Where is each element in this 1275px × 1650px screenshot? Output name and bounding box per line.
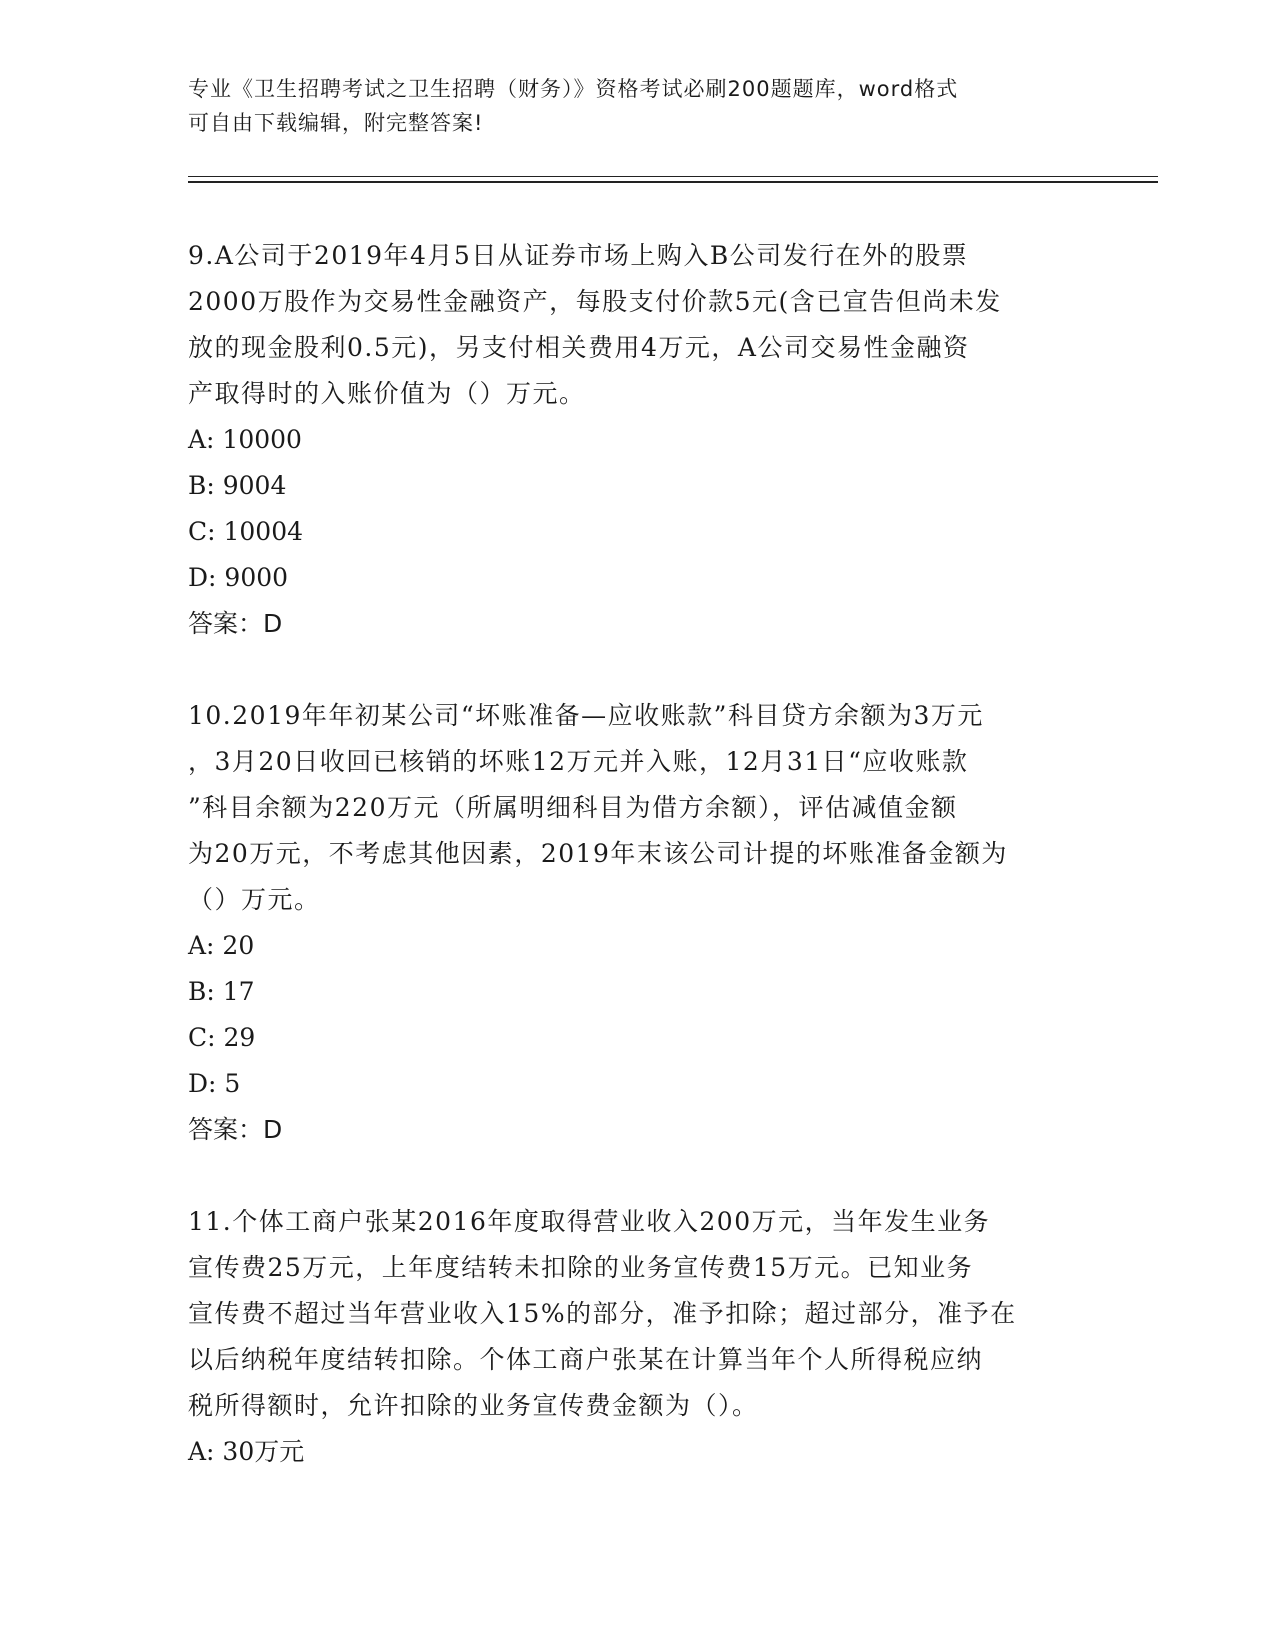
option-b: B: 17 — [188, 977, 255, 1006]
option-b: B: 9004 — [188, 471, 287, 500]
header-divider-thin — [188, 176, 1158, 177]
option-c: C: 29 — [188, 1023, 256, 1052]
question-text-line: 10.2019年年初某公司“坏账准备—应收账款”科目贷方余额为3万元 — [188, 701, 984, 730]
question-11 — [188, 1199, 1088, 1475]
question-text-line: 税所得额时，允许扣除的业务宣传费金额为（）。 — [188, 1391, 759, 1420]
question-9 — [188, 233, 1088, 647]
question-text-line: （）万元。 — [188, 885, 321, 914]
answer-label: 答案：D — [188, 609, 283, 638]
question-text-line: 以后纳税年度结转扣除。个体工商户张某在计算当年个人所得税应纳 — [188, 1345, 984, 1374]
question-text-line: 产取得时的入账价值为（）万元。 — [188, 379, 586, 408]
question-10 — [188, 693, 1088, 1153]
question-text-line: ，3月20日收回已核销的坏账12万元并入账，12月31日“应收账款 — [188, 747, 969, 776]
question-text-line: 为20万元，不考虑其他因素，2019年末该公司计提的坏账准备金额为 — [188, 839, 1008, 868]
question-text-line: 11.个体工商户张某2016年度取得营业收入200万元，当年发生业务 — [188, 1207, 991, 1236]
option-a: A: 30万元 — [188, 1437, 305, 1466]
question-text-line: ”科目余额为220万元（所属明细科目为借方余额），评估减值金额 — [188, 793, 958, 822]
header-divider-thick — [188, 181, 1158, 183]
option-a: A: 10000 — [188, 425, 302, 454]
question-text-line: 宣传费25万元，上年度结转未扣除的业务宣传费15万元。已知业务 — [188, 1253, 974, 1282]
question-text-line: 2000万股作为交易性金融资产，每股支付价款5元(含已宣告但尚未发 — [188, 287, 1002, 316]
option-d: D: 9000 — [188, 563, 289, 592]
question-text-line: 放的现金股利0.5元)，另支付相关费用4万元，A公司交易性金融资 — [188, 333, 970, 362]
question-text-line: 宣传费不超过当年营业收入15%的部分，准予扣除；超过部分，准予在 — [188, 1299, 1017, 1328]
question-list — [188, 233, 1088, 1521]
answer-label: 答案：D — [188, 1115, 283, 1144]
header-line-2: 可自由下载编辑，附完整答案! — [188, 111, 484, 135]
document-header — [188, 72, 1088, 140]
question-text-line: 9.A公司于2019年4月5日从证券市场上购入B公司发行在外的股票 — [188, 241, 969, 270]
option-a: A: 20 — [188, 931, 255, 960]
option-d: D: 5 — [188, 1069, 241, 1098]
option-c: C: 10004 — [188, 517, 304, 546]
header-line-1: 专业《卫生招聘考试之卫生招聘（财务）》资格考试必刷200题题库，word格式 — [188, 77, 959, 101]
